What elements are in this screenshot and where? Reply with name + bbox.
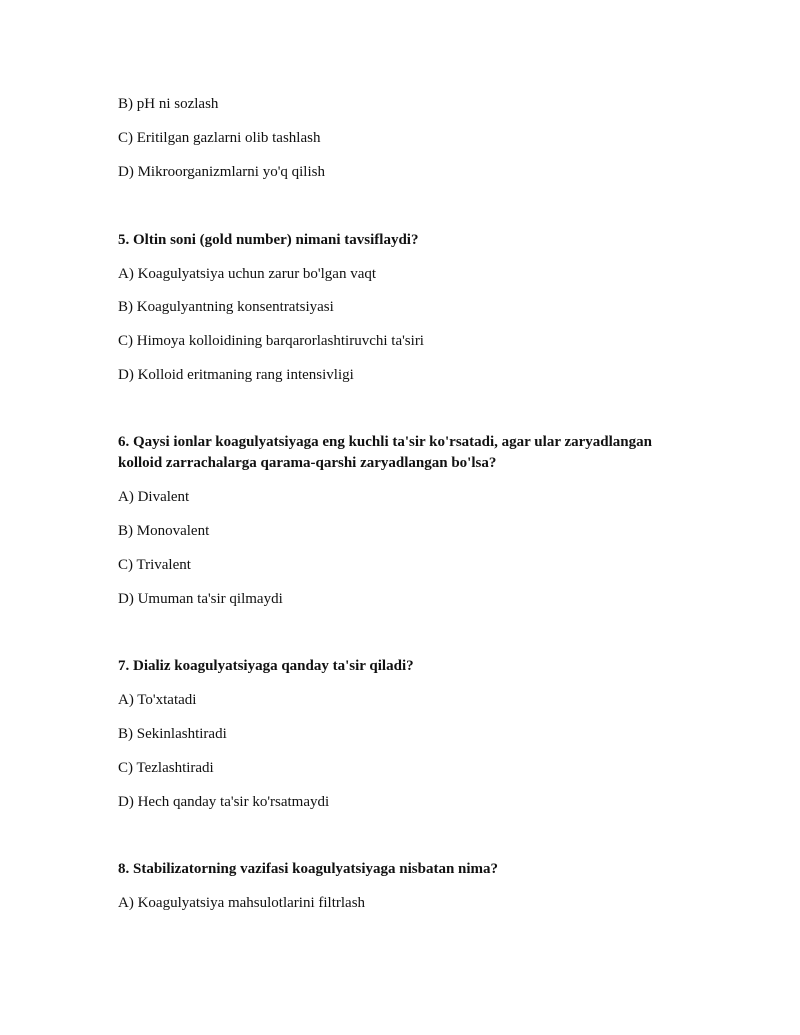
q5-question: 5. Oltin soni (gold number) nimani tavsiflaydi?	[118, 232, 419, 248]
q4-option-d: D) Mikroorganizmlarni yo'q qilish	[118, 164, 325, 180]
q4-option-c: C) Eritilgan gazlarni olib tashlash	[118, 130, 321, 146]
q7-option-a: A) To'xtatadi	[118, 692, 197, 708]
q5-option-b: B) Koagulyantning konsentratsiyasi	[118, 299, 334, 315]
q6-question-line-2: kolloid zarrachalarga qarama-qarshi zaryadlangan bo'lsa?	[118, 455, 497, 471]
q5-option-c: C) Himoya kolloidining barqarorlashtiruvchi ta'siri	[118, 333, 424, 349]
q8-question: 8. Stabilizatorning vazifasi koagulyatsiyaga nisbatan nima?	[118, 861, 499, 877]
q6-option-d: D) Umuman ta'sir qilmaydi	[118, 591, 283, 607]
q8-option-a: A) Koagulyatsiya mahsulotlarini filtrlash	[118, 895, 366, 911]
q6-option-b: B) Monovalent	[118, 523, 210, 539]
q6-option-a: A) Divalent	[118, 489, 190, 505]
q5-option-d: D) Kolloid eritmaning rang intensivligi	[118, 367, 354, 383]
q6-question-line-1: 6. Qaysi ionlar koagulyatsiyaga eng kuchli ta'sir ko'rsatadi, agar ular zaryadlangan	[118, 434, 652, 450]
q6-option-c: C) Trivalent	[118, 557, 191, 573]
q7-option-d: D) Hech qanday ta'sir ko'rsatmaydi	[118, 794, 330, 810]
q7-option-b: B) Sekinlashtiradi	[118, 726, 227, 742]
q7-question: 7. Dializ koagulyatsiyaga qanday ta'sir qiladi?	[118, 658, 414, 674]
q4-option-b: B) pH ni sozlash	[118, 96, 219, 112]
q5-option-a: A) Koagulyatsiya uchun zarur bo'lgan vaqt	[118, 266, 377, 282]
q7-option-c: C) Tezlashtiradi	[118, 760, 214, 776]
